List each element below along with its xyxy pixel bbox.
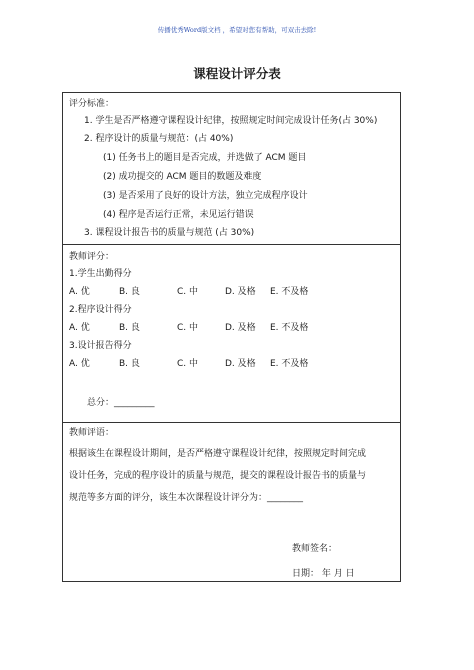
total-score[interactable]: 总分：_________ (87, 398, 155, 408)
criteria-subitem: (3) 是否采用了良好的设计方法，独立完成程序设计 (103, 191, 308, 201)
scoring-box (62, 244, 401, 423)
comments-heading: 教师评语： (69, 428, 115, 438)
option-good[interactable]: B. 良 (119, 323, 140, 333)
option-excellent[interactable]: A. 优 (69, 287, 90, 297)
option-medium[interactable]: C. 中 (177, 323, 199, 333)
option-pass[interactable]: D. 及格 (225, 359, 256, 369)
criteria-subitem: (4) 程序是否运行正常，未见运行错误 (103, 210, 254, 220)
option-pass[interactable]: D. 及格 (225, 287, 256, 297)
score-section-label: 2.程序设计得分 (69, 305, 132, 315)
option-good[interactable]: B. 良 (119, 359, 140, 369)
header-note: 传播优秀Word版文档 ，希望对您有帮助，可双击去除! (157, 26, 317, 34)
score-section-label: 3.设计报告得分 (69, 341, 132, 351)
option-pass[interactable]: D. 及格 (225, 323, 256, 333)
criteria-box (62, 92, 401, 245)
option-medium[interactable]: C. 中 (177, 359, 199, 369)
option-excellent[interactable]: A. 优 (69, 323, 90, 333)
page-title: 课程设计评分表 (193, 66, 281, 81)
criteria-item: 2. 程序设计的质量与规范：(占 40%) (84, 134, 234, 144)
criteria-item: 3. 课程设计报告书的质量与规范 (占 30%) (84, 228, 255, 238)
option-good[interactable]: B. 良 (119, 287, 140, 297)
option-medium[interactable]: C. 中 (177, 287, 199, 297)
comments-line[interactable]: 规范等多方面的评分，该生本次课程设计评分为：________ (69, 493, 304, 503)
comments-line: 根据该生在课程设计期间，是否严格遵守课程设计纪律，按照规定时间完成 (69, 449, 367, 459)
sign-date[interactable]: 日期： 年 月 日 (292, 569, 355, 579)
criteria-heading: 评分标准： (69, 99, 115, 109)
comments-line: 设计任务，完成的程序设计的质量与规范，提交的课程设计报告书的质量与 (69, 471, 367, 481)
score-section-label: 1.学生出勤得分 (69, 269, 132, 279)
criteria-subitem: (2) 成功提交的 ACM 题目的数题及难度 (103, 172, 262, 182)
teacher-signature[interactable]: 教师签名： (292, 544, 338, 554)
option-fail[interactable]: E. 不及格 (270, 287, 309, 297)
criteria-subitem: (1) 任务书上的题目是否完成，并选做了 ACM 题目 (103, 153, 307, 163)
option-fail[interactable]: E. 不及格 (270, 359, 309, 369)
option-fail[interactable]: E. 不及格 (270, 323, 309, 333)
option-excellent[interactable]: A. 优 (69, 359, 90, 369)
criteria-item: 1. 学生是否严格遵守课程设计纪律，按照规定时间完成设计任务(占 30%) (84, 116, 378, 126)
comments-box (62, 422, 401, 582)
scoring-heading: 教师评分： (69, 252, 115, 262)
